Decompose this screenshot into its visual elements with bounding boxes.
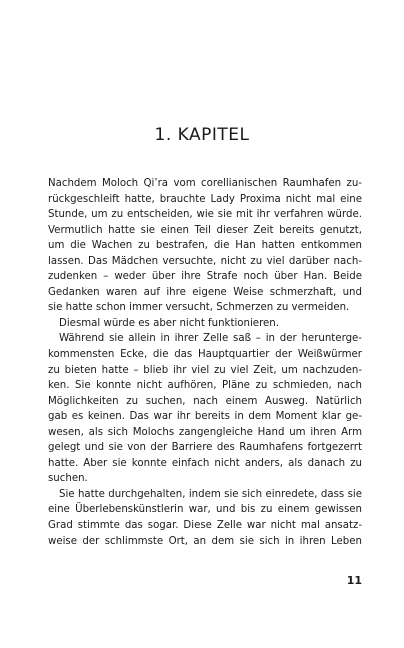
body-text: [48, 176, 362, 549]
page-number: 11: [346, 574, 362, 587]
chapter-title: 1. KAPITEL: [154, 125, 250, 145]
text-line: ken. Sie konnte nicht aufhören, Pläne zu schmieden, nach: [48, 380, 362, 392]
text-line: zudenken – weder über ihre Strafe noch über Han. Beide: [48, 271, 362, 283]
text-line: rückgeschleift hatte, brauchte Lady Proxima nicht mal eine: [48, 193, 362, 205]
text-line: Stunde, um zu entscheiden, wie sie mit ihr verfahren würde.: [48, 209, 362, 221]
text-line: kommensten Ecke, die das Hauptquartier der Weißwürmer: [48, 349, 362, 361]
text-line: Während sie allein in ihrer Zelle saß – in der herunterge-: [59, 333, 362, 345]
text-line: Diesmal würde es aber nicht funktionieren.: [59, 317, 279, 329]
text-line: Möglichkeiten zu suchen, nach einem Ausweg. Natürlich: [48, 395, 362, 407]
text-line: gab es keinen. Das war ihr bereits in dem Moment klar ge-: [48, 411, 362, 423]
text-line: hatte. Aber sie konnte einfach nicht anders, als danach zu: [48, 457, 362, 469]
text-line: zu bieten hatte – blieb ihr viel zu viel Zeit, um nachzuden-: [48, 364, 362, 376]
text-line: eine Überlebenskünstlerin war, und bis zu einem gewissen: [48, 504, 362, 516]
text-line: gelegt und sie von der Barriere des Raumhafens fortgezerrt: [48, 442, 362, 454]
text-line: weise der schlimmste Ort, an dem sie sich in ihren Leben: [48, 535, 362, 547]
text-line: Gedanken waren auf ihre eigene Weise schmerzhaft, und: [48, 286, 362, 298]
text-line: sie hatte schon immer versucht, Schmerzen zu vermeiden.: [48, 302, 350, 314]
text-line: suchen.: [48, 473, 88, 485]
text-line: Sie hatte durchgehalten, indem sie sich einredete, dass sie: [59, 488, 362, 500]
text-line: wesen, als sich Molochs zangengleiche Hand um ihren Arm: [48, 426, 362, 438]
text-line: lassen. Das Mädchen versuchte, nicht zu viel darüber nach-: [48, 255, 362, 267]
text-line: um die Wachen zu bestrafen, die Han hatten entkommen: [48, 240, 362, 252]
text-line: Grad stimmte das sogar. Diese Zelle war nicht mal ansatz-: [48, 520, 362, 532]
text-line: Vermutlich hatte sie einen Teil dieser Zeit bereits genutzt,: [48, 224, 362, 236]
text-line: Nachdem Moloch Qi’ra vom corellianischen Raumhafen zu-: [48, 178, 362, 189]
